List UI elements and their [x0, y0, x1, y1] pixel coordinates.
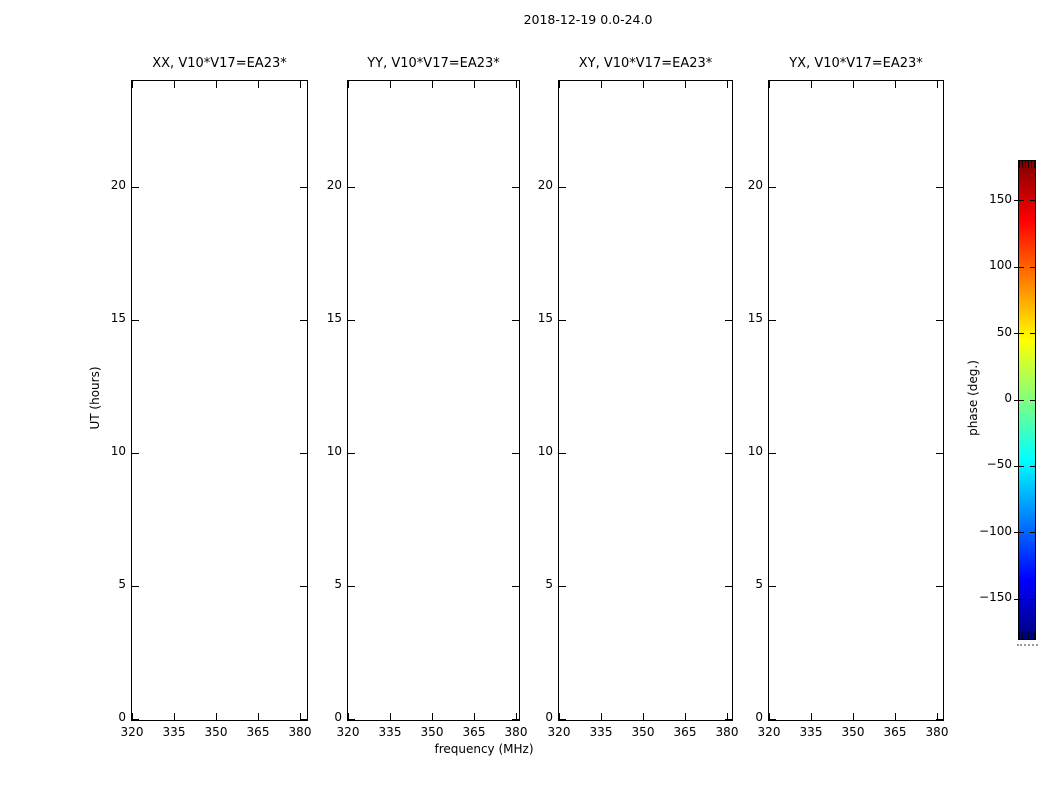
x-tick: [432, 713, 433, 720]
y-tick-label: 20: [326, 177, 342, 192]
figure-title: 2018-12-19 0.0-24.0: [523, 12, 653, 27]
x-tick: [811, 713, 812, 720]
y-tick-label: 0: [755, 710, 763, 724]
x-tick: [474, 713, 475, 720]
colorbar-tick: [1014, 200, 1018, 201]
x-tick: [559, 81, 560, 88]
colorbar-tick: [1030, 400, 1035, 401]
colorbar-tick: [1014, 400, 1018, 401]
plot-area: [131, 80, 308, 721]
y-tick-label: 20: [110, 177, 126, 192]
x-tick: [132, 81, 133, 88]
x-tick: [853, 713, 854, 720]
y-tick-label: 15: [747, 310, 763, 325]
x-tick: [174, 81, 175, 88]
subplot-yx: [747, 55, 949, 765]
x-tick: [685, 713, 686, 720]
colorbar-tick: [1014, 333, 1018, 334]
colorbar-tick: [1014, 532, 1018, 533]
x-tick-label: 335: [378, 725, 402, 739]
x-tick-label: 350: [841, 725, 865, 739]
colorbar-tick-label: −150: [979, 590, 1012, 605]
x-tick: [390, 713, 391, 720]
subplot-xx: [110, 55, 312, 765]
x-tick-label: 365: [246, 725, 270, 739]
colorbar-tick-label: −100: [979, 523, 1012, 538]
colorbar-tick-label: −50: [986, 457, 1012, 472]
x-tick: [516, 81, 517, 88]
x-tick: [853, 81, 854, 88]
x-tick: [685, 81, 686, 88]
x-tick-label: 320: [547, 725, 571, 739]
y-tick: [559, 453, 566, 454]
x-tick: [601, 713, 602, 720]
x-tick: [216, 713, 217, 720]
x-tick: [937, 81, 938, 88]
colorbar-tick-label: 100: [989, 258, 1012, 273]
x-tick-label: 380: [715, 725, 739, 739]
subplot-title: XX, V10*V17=EA23*: [152, 56, 287, 71]
x-tick-label: 320: [120, 725, 144, 739]
x-tick: [769, 81, 770, 88]
y-tick: [348, 320, 355, 321]
x-tick-label: 365: [462, 725, 486, 739]
x-tick: [727, 81, 728, 88]
y-tick: [348, 187, 355, 188]
x-tick: [390, 81, 391, 88]
y-tick-label: 0: [334, 710, 342, 724]
subplot-title: YY, V10*V17=EA23*: [367, 56, 500, 71]
colorbar-tick: [1030, 267, 1035, 268]
subplot-title: XY, V10*V17=EA23*: [578, 56, 713, 71]
x-tick: [174, 713, 175, 720]
colorbar-tick: [1019, 267, 1024, 268]
plot-area: [347, 80, 520, 721]
x-tick-label: 350: [204, 725, 228, 739]
y-tick: [348, 586, 355, 587]
y-tick: [769, 187, 776, 188]
y-tick: [559, 719, 566, 720]
x-tick: [895, 713, 896, 720]
y-tick-label: 15: [537, 310, 553, 325]
colorbar-tick: [1030, 599, 1035, 600]
y-axis-label: UT (hours): [88, 366, 102, 430]
x-tick-label: 380: [288, 725, 312, 739]
colorbar-tick-label: 150: [989, 191, 1012, 206]
x-tick: [216, 81, 217, 88]
subplot-title: YX, V10*V17=EA23*: [789, 56, 923, 71]
x-tick: [348, 81, 349, 88]
x-tick-label: 350: [631, 725, 655, 739]
y-tick: [559, 187, 566, 188]
subplot-xy: [537, 55, 739, 765]
x-tick: [432, 81, 433, 88]
x-tick: [601, 81, 602, 88]
colorbar-tick: [1014, 466, 1018, 467]
y-tick-label: 5: [755, 576, 763, 591]
y-tick: [132, 586, 139, 587]
x-tick-label: 320: [336, 725, 360, 739]
x-tick: [643, 81, 644, 88]
y-tick: [936, 719, 943, 720]
y-tick-label: 15: [110, 310, 126, 325]
colorbar-tick: [1014, 267, 1018, 268]
y-tick-label: 15: [326, 310, 342, 325]
colorbar-tick: [1019, 200, 1024, 201]
x-tick-label: 335: [589, 725, 613, 739]
x-tick-label: 365: [673, 725, 697, 739]
colorbar: [1018, 160, 1036, 640]
y-tick-label: 10: [326, 443, 342, 458]
x-axis-label: frequency (MHz): [434, 742, 534, 756]
colorbar-tick: [1030, 466, 1035, 467]
y-tick-label: 0: [118, 710, 126, 724]
y-tick: [132, 719, 139, 720]
y-tick: [936, 320, 943, 321]
x-tick: [895, 81, 896, 88]
colorbar-tick: [1019, 599, 1024, 600]
colorbar-label: phase (deg.): [966, 360, 980, 436]
y-tick: [769, 453, 776, 454]
x-tick: [258, 713, 259, 720]
colorbar-tick-label: 50: [996, 324, 1012, 339]
y-tick-label: 5: [545, 576, 553, 591]
y-tick: [559, 586, 566, 587]
colorbar-tick: [1019, 532, 1024, 533]
colorbar-tick: [1030, 200, 1035, 201]
y-tick-label: 5: [118, 576, 126, 591]
y-tick: [936, 453, 943, 454]
y-tick: [348, 719, 355, 720]
x-tick: [474, 81, 475, 88]
x-tick-label: 365: [883, 725, 907, 739]
y-tick: [769, 320, 776, 321]
colorbar-dotted-edge: [1017, 644, 1038, 646]
x-tick-label: 335: [799, 725, 823, 739]
y-tick: [132, 320, 139, 321]
y-tick: [769, 586, 776, 587]
x-tick: [258, 81, 259, 88]
y-tick: [769, 719, 776, 720]
x-tick-label: 380: [925, 725, 949, 739]
y-tick: [559, 320, 566, 321]
y-tick: [936, 586, 943, 587]
colorbar-bottom-hatch: [1019, 632, 1035, 639]
x-tick: [811, 81, 812, 88]
y-tick-label: 10: [747, 443, 763, 458]
y-tick: [132, 187, 139, 188]
y-tick-label: 10: [110, 443, 126, 458]
colorbar-tick: [1030, 333, 1035, 334]
colorbar-top-hatch: [1019, 161, 1035, 168]
y-tick-label: 20: [747, 177, 763, 192]
colorbar-tick: [1014, 599, 1018, 600]
x-tick-label: 380: [504, 725, 528, 739]
y-tick: [936, 187, 943, 188]
colorbar-tick: [1019, 466, 1024, 467]
y-tick: [348, 453, 355, 454]
x-tick-label: 320: [757, 725, 781, 739]
subplot-yy: [326, 55, 528, 765]
colorbar-tick: [1019, 400, 1024, 401]
x-tick-label: 335: [162, 725, 186, 739]
plot-area: [558, 80, 733, 721]
y-tick-label: 10: [537, 443, 553, 458]
y-tick-label: 20: [537, 177, 553, 192]
x-tick-label: 350: [420, 725, 444, 739]
y-tick: [132, 453, 139, 454]
colorbar-tick-label: 0: [1004, 391, 1012, 405]
x-tick: [643, 713, 644, 720]
plot-area: [768, 80, 944, 721]
y-tick-label: 5: [334, 576, 342, 591]
colorbar-tick: [1019, 333, 1024, 334]
y-tick-label: 0: [545, 710, 553, 724]
x-tick: [300, 81, 301, 88]
colorbar-tick: [1030, 532, 1035, 533]
